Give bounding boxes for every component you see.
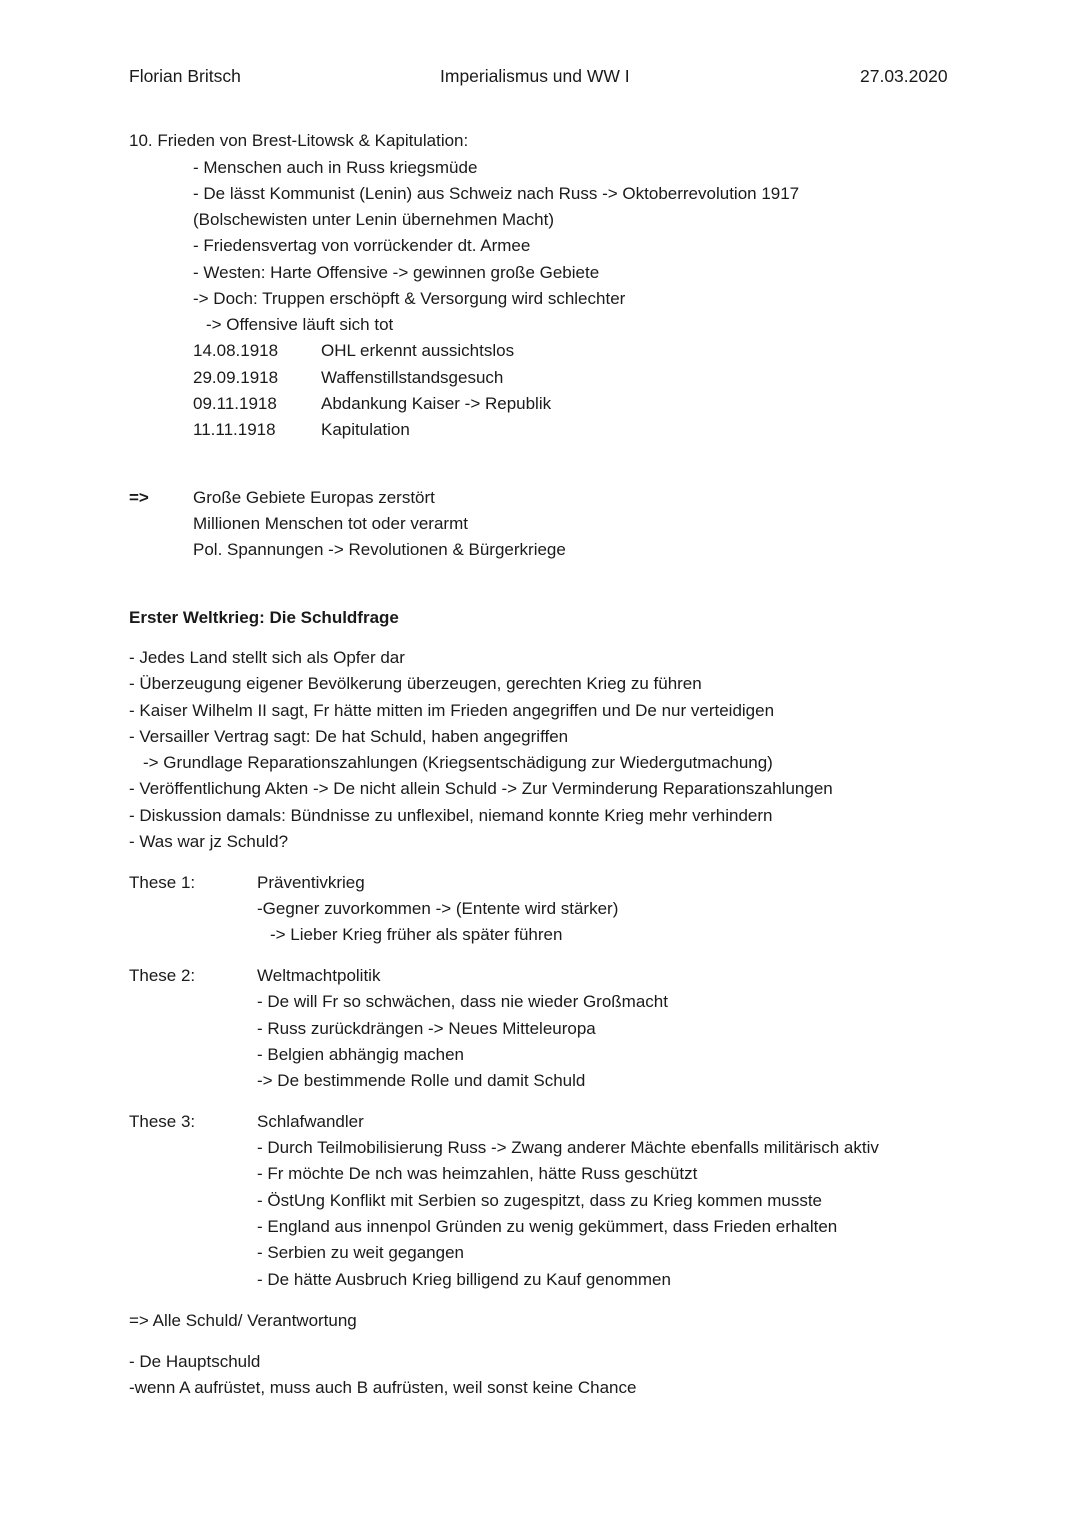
these-line: - England aus innenpol Gründen zu wenig gekümmert, dass Frieden erhalten	[257, 1217, 838, 1236]
section-10-heading: 10. Frieden von Brest-Litowsk & Kapitulation:	[129, 131, 469, 150]
timeline-event: Kapitulation	[321, 420, 410, 439]
these-label: These 3:	[129, 1112, 196, 1131]
these-line: - Durch Teilmobilisierung Russ -> Zwang anderer Mächte ebenfalls militärisch aktiv	[257, 1138, 879, 1157]
these-line: Schlafwandler	[257, 1112, 364, 1131]
section-10-line: -> Doch: Truppen erschöpft & Versorgung wird schlechter	[193, 289, 626, 308]
timeline-event: OHL erkennt aussichtslos	[321, 341, 515, 360]
section-10-line: - Friedensvertag von vorrückender dt. Armee	[193, 236, 531, 255]
header-date: 27.03.2020	[860, 66, 948, 86]
final-line: - De Hauptschuld	[129, 1352, 261, 1371]
these-line: - ÖstUng Konflikt mit Serbien so zugespitzt, dass zu Krieg kommen musste	[257, 1191, 823, 1210]
final-line: -wenn A aufrüstet, muss auch B aufrüsten, weil sonst keine Chance	[129, 1378, 637, 1397]
these-line: Weltmachtpolitik	[257, 966, 381, 985]
these-line: - Fr möchte De nch was heimzahlen, hätte Russ geschützt	[257, 1164, 698, 1183]
these-label: These 1:	[129, 873, 196, 892]
these-line: - Russ zurückdrängen -> Neues Mitteleuropa	[257, 1019, 596, 1038]
schuldfrage-heading: Erster Weltkrieg: Die Schuldfrage	[129, 608, 399, 627]
these-line: -> De bestimmende Rolle und damit Schuld	[257, 1071, 586, 1090]
conclusion-line: Pol. Spannungen -> Revolutionen & Bürgerkriege	[193, 540, 566, 559]
these-label: These 2:	[129, 966, 196, 985]
these-line: - Belgien abhängig machen	[257, 1045, 464, 1064]
section-10-line: (Bolschewisten unter Lenin übernehmen Macht)	[193, 210, 554, 229]
schuldfrage-bullet: - Veröffentlichung Akten -> De nicht allein Schuld -> Zur Verminderung Reparationszahlungen	[129, 779, 833, 798]
timeline-date: 29.09.1918	[193, 368, 279, 387]
timeline-event: Waffenstillstandsgesuch	[321, 368, 504, 387]
these-line: - De will Fr so schwächen, dass nie wieder Großmacht	[257, 992, 668, 1011]
section-10-line: - Westen: Harte Offensive -> gewinnen große Gebiete	[193, 263, 600, 282]
timeline-event: Abdankung Kaiser -> Republik	[321, 394, 552, 413]
conclusion-line: Millionen Menschen tot oder verarmt	[193, 514, 468, 533]
these-line: - De hätte Ausbruch Krieg billigend zu Kauf genommen	[257, 1270, 671, 1289]
section-10-line: - De lässt Kommunist (Lenin) aus Schweiz nach Russ -> Oktoberrevolution 1917	[193, 184, 800, 203]
these-line: -> Lieber Krieg früher als später führen	[270, 925, 563, 944]
timeline-date: 11.11.1918	[193, 420, 276, 439]
conclusion-arrow: =>	[129, 488, 149, 507]
schuldfrage-bullet: - Überzeugung eigener Bevölkerung überzeugen, gerechten Krieg zu führen	[129, 674, 702, 693]
conclusion-line: Große Gebiete Europas zerstört	[193, 488, 435, 507]
schuldfrage-bullet: - Jedes Land stellt sich als Opfer dar	[129, 648, 405, 667]
timeline-date: 09.11.1918	[193, 394, 277, 413]
section-10-line: -> Offensive läuft sich tot	[206, 315, 394, 334]
schuldfrage-bullet: - Was war jz Schuld?	[129, 832, 289, 851]
these-line: -Gegner zuvorkommen -> (Entente wird stärker)	[257, 899, 619, 918]
these-line: - Serbien zu weit gegangen	[257, 1243, 464, 1262]
header-title: Imperialismus und WW I	[440, 66, 630, 86]
these-line: Präventivkrieg	[257, 873, 365, 892]
schuldfrage-bullet: - Diskussion damals: Bündnisse zu unflexibel, niemand konnte Krieg mehr verhindern	[129, 806, 773, 825]
final-conclusion: => Alle Schuld/ Verantwortung	[129, 1311, 357, 1330]
schuldfrage-bullet: - Versailler Vertrag sagt: De hat Schuld, haben angegriffen	[129, 727, 569, 746]
header-author: Florian Britsch	[129, 66, 241, 86]
schuldfrage-bullet: -> Grundlage Reparationszahlungen (Kriegsentschädigung zur Wiedergutmachung)	[143, 753, 773, 772]
section-10-line: - Menschen auch in Russ kriegsmüde	[193, 158, 478, 177]
timeline-date: 14.08.1918	[193, 341, 279, 360]
schuldfrage-bullet: - Kaiser Wilhelm II sagt, Fr hätte mitten im Frieden angegriffen und De nur verteidigen	[129, 701, 775, 720]
